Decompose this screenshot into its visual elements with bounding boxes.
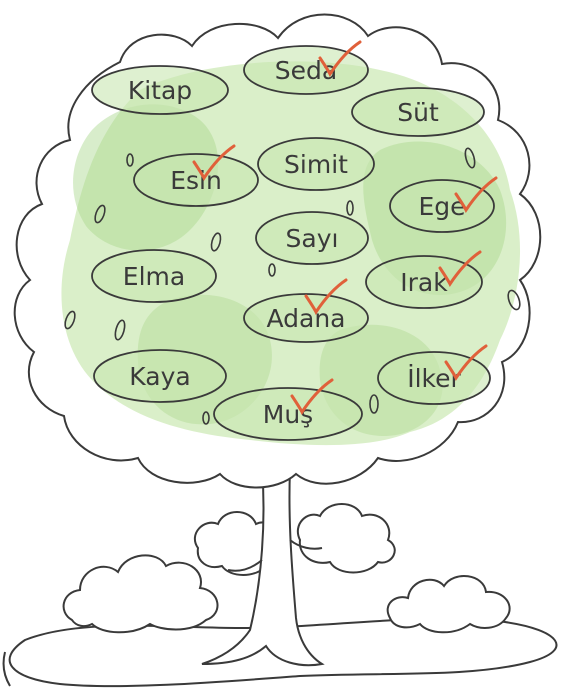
- word-oval: [352, 88, 484, 136]
- word-label: Esin: [170, 166, 222, 195]
- word-oval: [94, 350, 226, 402]
- word-oval: [92, 250, 216, 302]
- word-label: Kaya: [129, 362, 191, 391]
- bush-icon: [298, 504, 395, 573]
- bush-icon: [64, 555, 218, 632]
- word-label: Muş: [262, 400, 314, 429]
- word-oval: [258, 138, 374, 190]
- word-label: Irak: [400, 268, 448, 297]
- word-oval: [256, 212, 368, 264]
- word-label: Kitap: [127, 76, 193, 105]
- bush-icon: [388, 576, 510, 632]
- word-oval: [92, 66, 228, 114]
- word-label: Seda: [274, 56, 338, 85]
- word-label: Sayı: [285, 224, 339, 253]
- word-label: Elma: [122, 262, 186, 291]
- word-label: Süt: [397, 98, 439, 127]
- word-label: Adana: [266, 304, 346, 333]
- word-label: Simit: [284, 150, 348, 179]
- word-label: İlker: [407, 364, 461, 393]
- word-label: Ege: [418, 192, 466, 221]
